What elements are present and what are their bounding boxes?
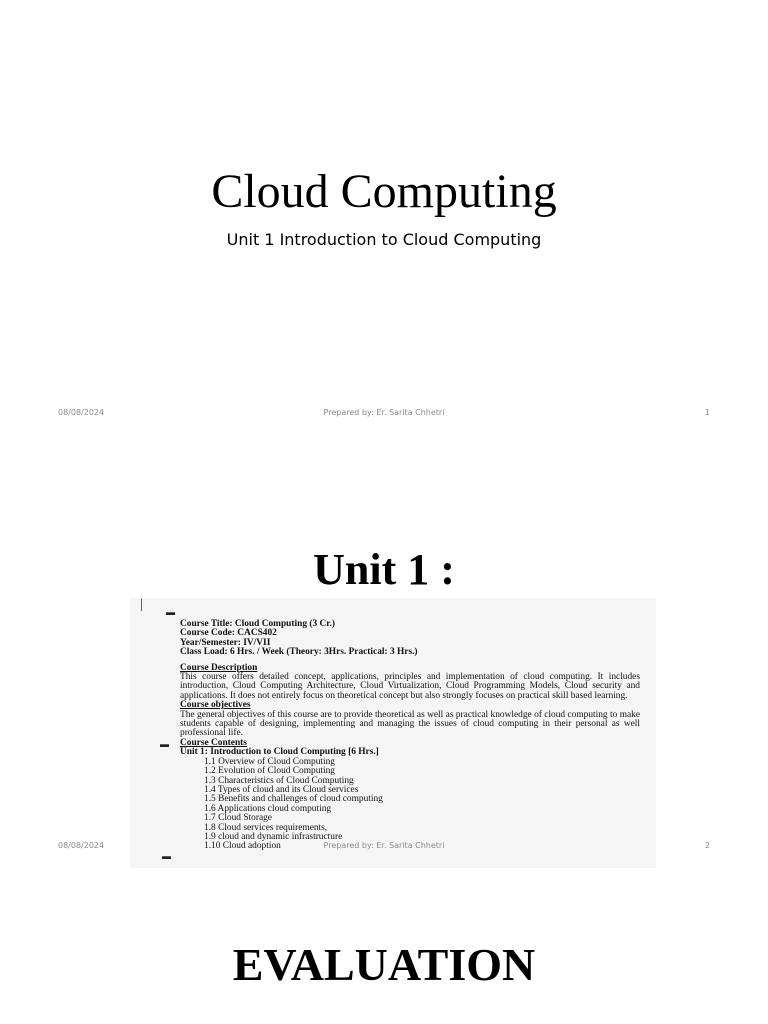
contents-heading: Course Contents xyxy=(180,737,247,748)
class-load: Class Load: 6 Hrs. / Week (Theory: 3Hrs. Practical: 3 Hrs.) xyxy=(180,647,418,658)
footer-prepared-by: Prepared by: Er. Sarita Chhetri xyxy=(323,841,445,850)
footer-page-number: 2 xyxy=(704,841,710,850)
content-item: 1.2 Evolution of Cloud Computing xyxy=(204,766,335,777)
syllabus-text xyxy=(180,620,640,852)
slide-subtitle: Unit 1 Introduction to Cloud Computing xyxy=(226,230,542,249)
content-item: 1.3 Characteristics of Cloud Computing xyxy=(204,775,354,786)
year-semester: Year/Semester: IV/VII xyxy=(180,637,271,648)
slide-2 xyxy=(0,432,768,864)
content-item: 1.5 Benefits and challenges of cloud computing xyxy=(204,794,383,805)
content-item: 1.10 Cloud adoption xyxy=(204,841,281,852)
syllabus-scan-image xyxy=(130,598,656,868)
slide-title: Cloud Computing xyxy=(211,165,557,218)
objectives-text: The general objectives of this course are to provide theoretical as well as practical knowledge of cloud computing to make students capable of designing, implementing and managing the issues of cloud computing in their personal as well professional life. xyxy=(180,709,640,739)
scan-bullet-mark: ▬ xyxy=(166,607,175,617)
objectives-heading: Course objectives xyxy=(180,700,251,711)
footer-date: 08/08/2024 xyxy=(58,408,105,417)
scan-bullet-mark: ▬ xyxy=(162,851,171,861)
content-item: 1.4 Types of cloud and its Cloud services xyxy=(204,784,359,795)
slide-title: Unit 1 : xyxy=(313,545,455,594)
content-item: 1.7 Cloud Storage xyxy=(204,813,272,824)
content-item: 1.6 Applications cloud computing xyxy=(204,803,332,814)
content-item: 1.8 Cloud services requirements, xyxy=(204,822,328,833)
course-title: Course Title: Cloud Computing (3 Cr.) xyxy=(180,619,336,629)
description-heading: Course Description xyxy=(180,662,258,673)
scan-pen-mark: | xyxy=(140,598,143,612)
description-text: This course offers detailed concept, applications, principles and implementation of cloud computing. It includes introduction, Cloud Computing Architecture, Cloud Virtualization, Cloud Programming Models, Cloud security and applications. It does not entirely focus on theoretical concept but also strongly focuses on practical skill based learning. xyxy=(180,672,640,701)
footer-page-number: 1 xyxy=(704,408,710,417)
slide-3 xyxy=(0,864,768,1024)
content-item: 1.1 Overview of Cloud Computing xyxy=(204,756,335,767)
slide-1 xyxy=(0,0,768,432)
scan-bullet-mark: ▬ xyxy=(160,739,169,749)
content-item: 1.9 cloud and dynamic infrastructure xyxy=(204,831,343,842)
footer-date: 08/08/2024 xyxy=(58,841,105,850)
course-code: Course Code: CACS402 xyxy=(180,628,277,639)
slide-title: EVALUATION xyxy=(232,939,536,990)
footer-prepared-by: Prepared by: Er. Sarita Chhetri xyxy=(323,408,445,417)
unit-line: Unit 1: Introduction to Cloud Computing [6 Hrs.] xyxy=(180,747,379,758)
